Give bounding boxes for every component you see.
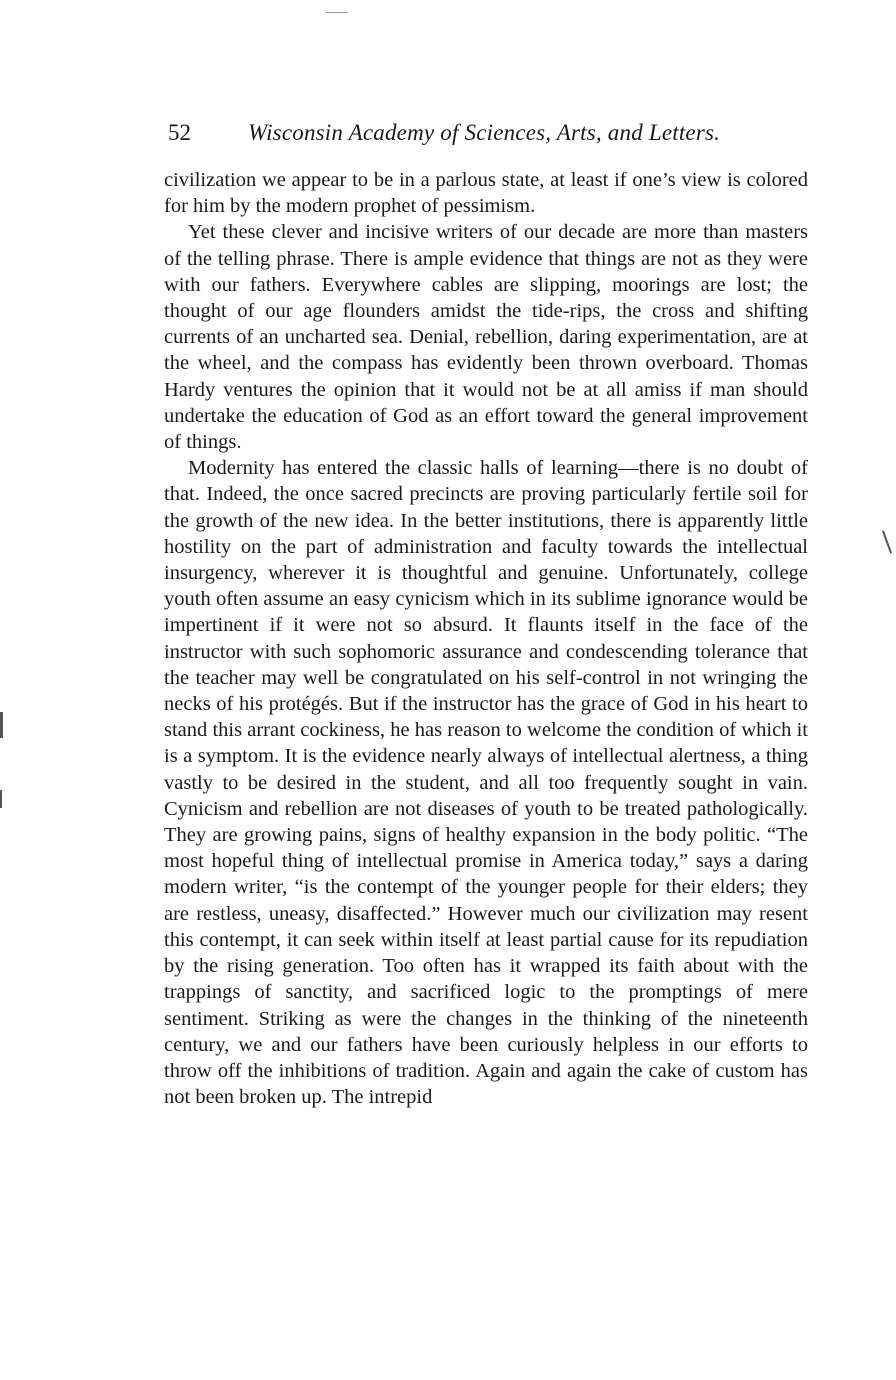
running-title: Wisconsin Academy of Sciences, Arts, and Letters. [248,120,721,145]
page-number: 52 [168,120,191,145]
paragraph: Yet these clever and incisive writers of our decade are more than masters of the telling phrase. There is ample evidence that things are not as they were with our fathers. Everywhere cables are slipping, moorings are lost; the thought of our age flounders amidst the tide-rips, the cross and shifting currents of an uncharted sea. Denial, rebellion, daring experimentation, are at the wheel, and the compass has evidently been thrown overboard. Thomas Hardy ventures the opinion that it would not be at all amiss if man should undertake the education of God as an effort toward the general improvement of things. [164,221,808,454]
paragraph: Modernity has entered the classic halls of learning—there is no doubt of that. Indeed, the once sacred precincts are proving particularly fertile soil for the growth of the new idea. In the better institutions, there is apparently little hostility on the part of administration and faculty towards the intellectual insurgency, wherever it is thoughtful and genuine. Unfortunately, college youth often assume an easy cynicism which in its sublime ignorance would be impertinent if it were not so absurd. It flaunts itself in the face of the instructor with such sophomoric assurance and condescending tolerance that the teacher may well be congratulated on his self-control in not wringing the necks of his protégés. But if the instructor has the grace of God in his heart to stand this arrant cockiness, he has reason to welcome the condition of which it is a symptom. It is the evidence nearly always of intellectual alertness, a thing vastly to be desired in the student, and all too frequently sought in vain. Cynicism and rebellion are not diseases of youth to be treated pathologically. They are growing pains, signs of healthy expansion in the body politic. “The most hopeful thing of intellectual promise in America today,” says a daring modern writer, “is the contempt of the younger people for their elders; they are restless, uneasy, disaffected.” However much our civilization may resent this contempt, it can seek within itself at least partial cause for its repudiation by the rising generation. Too often has it wrapped its faith about with the trappings of sanctity, and sacrificed logic to the promptings of mere sentiment. Striking as were the changes in the thinking of the nineteenth century, we and our fathers have been curiously helpless in our efforts to throw off the inhibitions of tradition. Again and again the cake of custom has not been broken up. The intrepid [164,457,808,1109]
scan-mark [882,530,892,553]
scan-mark [0,790,2,808]
page-header [168,116,808,150]
paragraph-continuation: civilization we appear to be in a parlous state, at least if one’s view is colored for him by the modern prophet of pessimism. [164,169,808,218]
scan-mark [0,712,3,738]
scan-mark [326,12,348,13]
body-text [164,167,808,1110]
